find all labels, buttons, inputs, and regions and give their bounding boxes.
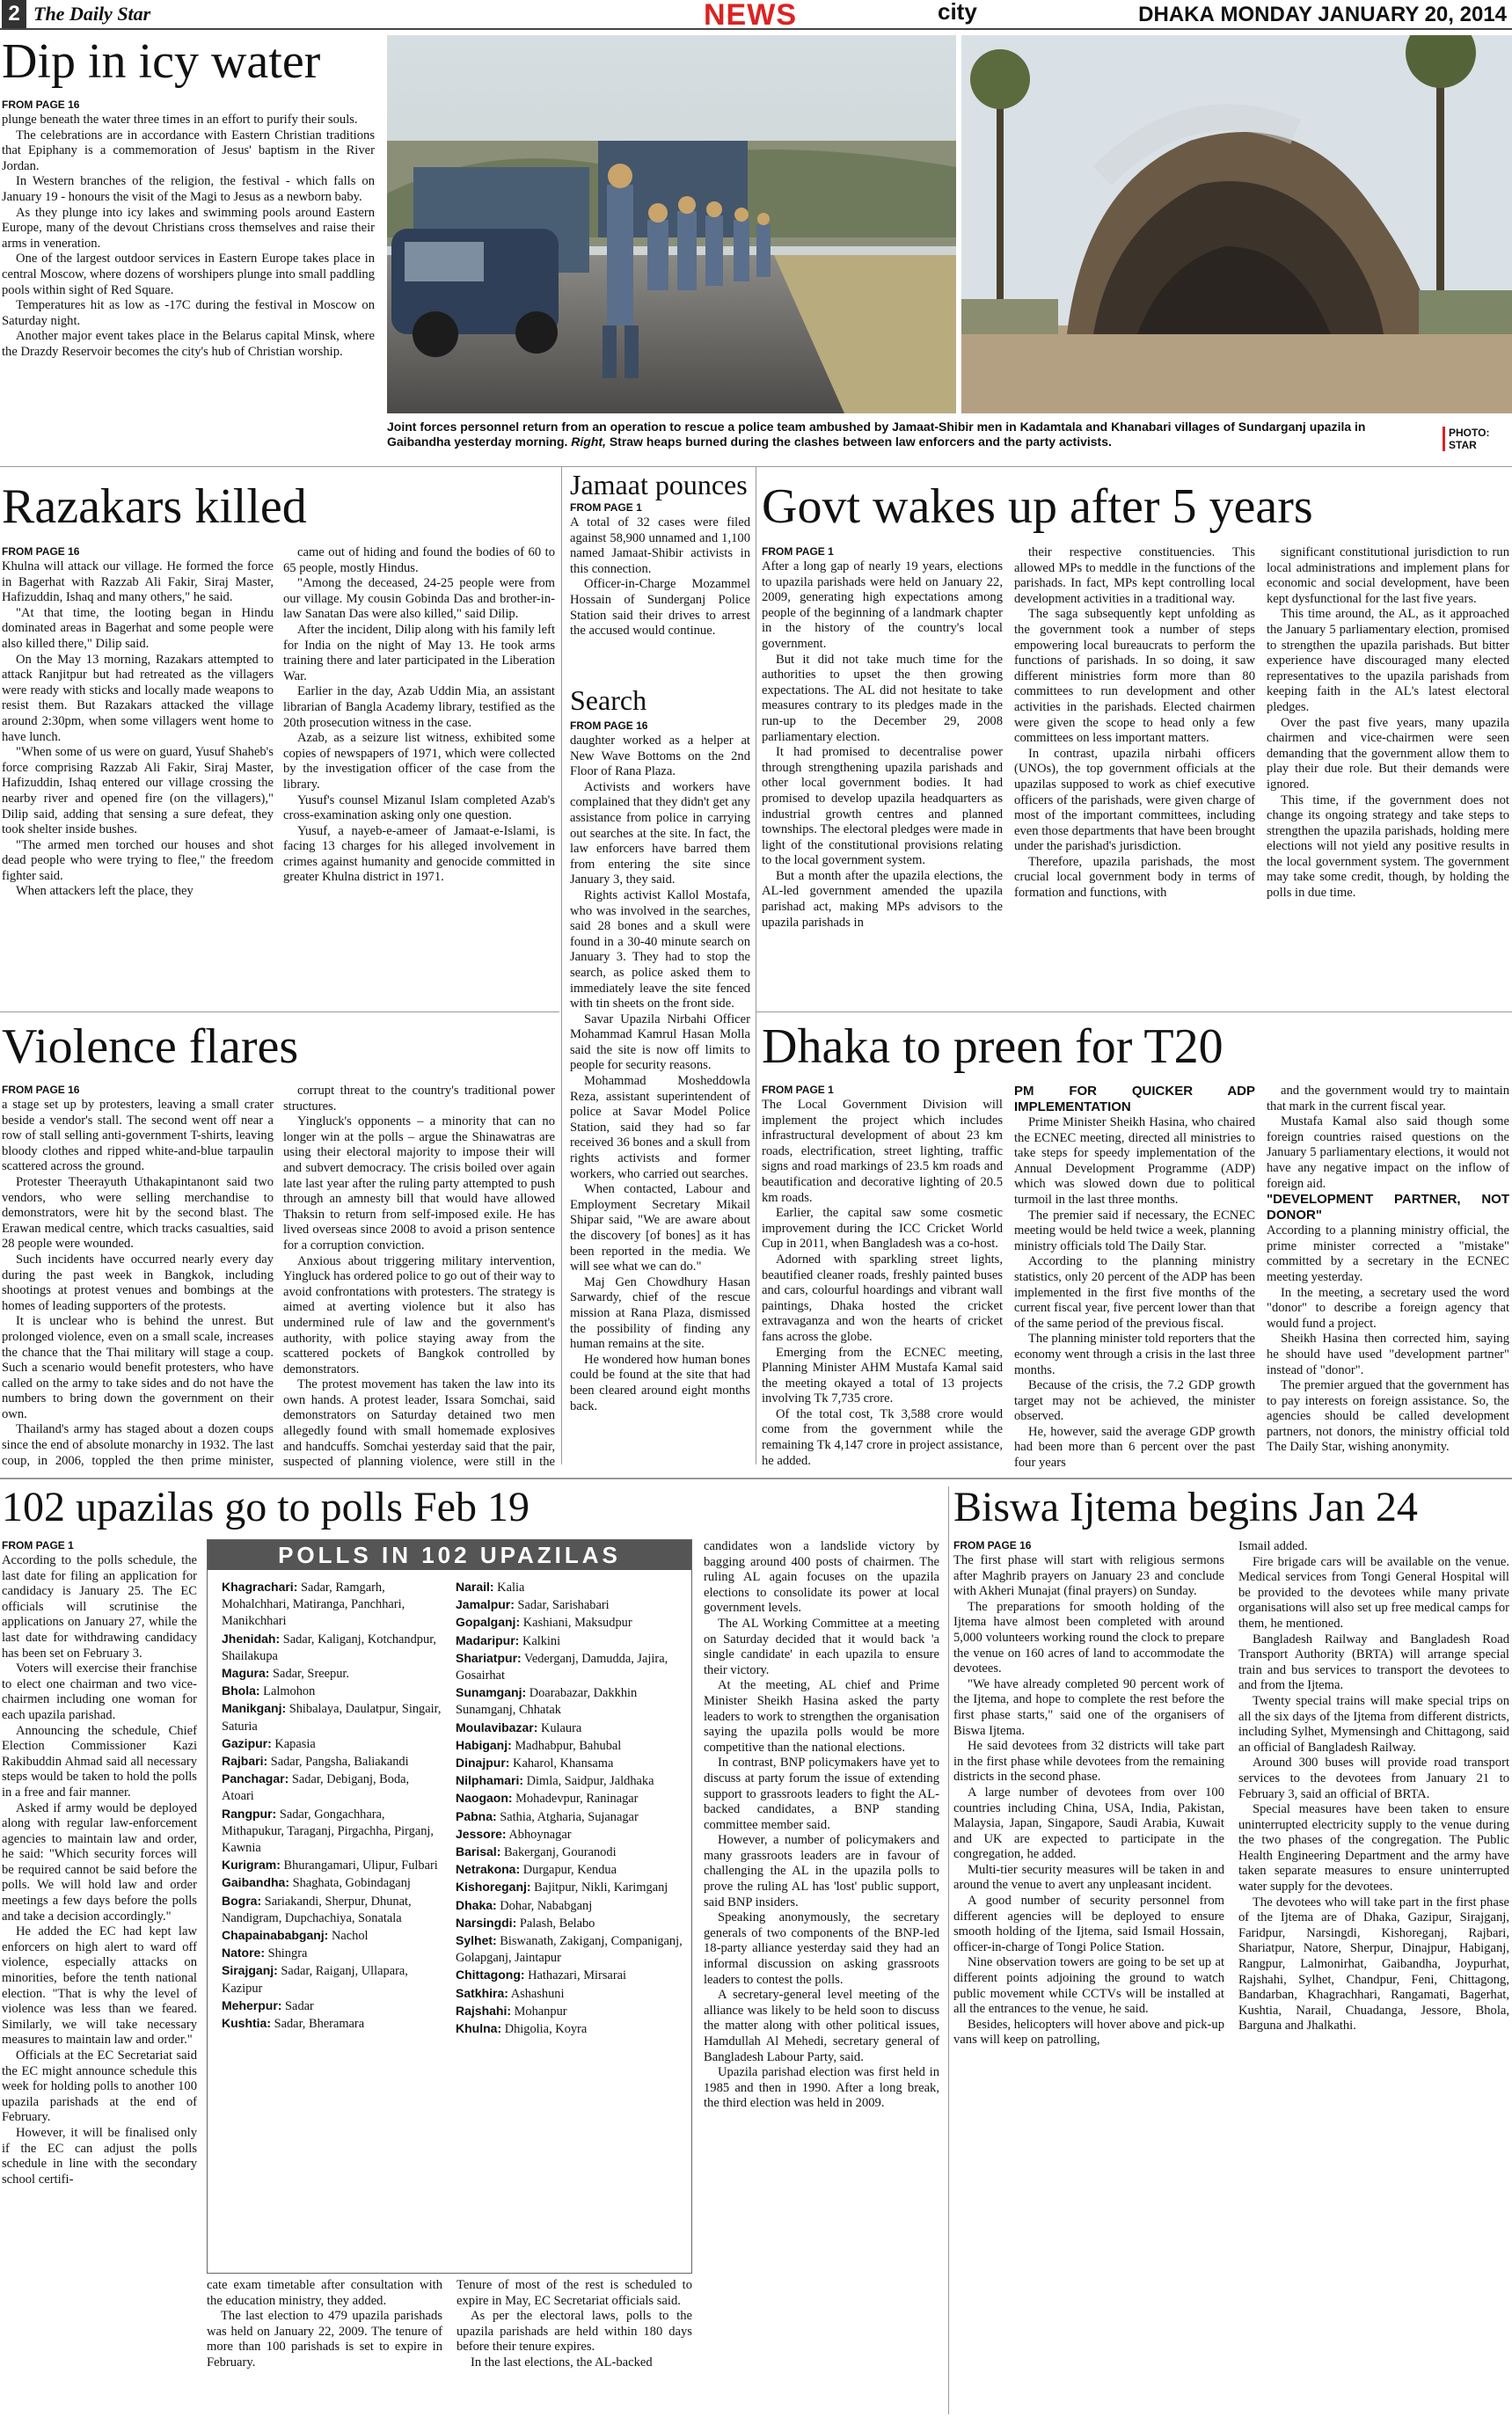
upazila-names: Hathazari, Mirsarai [524,1968,627,1983]
paragraph: and the government would try to maintain that mark in the current fiscal year. [1267,1084,1509,1114]
paragraph: Yusuf's counsel Mizanul Islam completed Azab's cross-examination asking only one question. [283,792,555,823]
paragraph: "Among the deceased, 24-25 people were from our village. My cousin Gobinda Das and brother-in-law Sanatan Das were also killed," said Dilip. [283,576,555,622]
photo-credit [1443,427,1489,451]
district-name: Kushtia: [222,2016,271,2031]
paragraph: According to the polls schedule, the last date for filing an application for candidacy is January 25. The EC officials will scrutinise the applications on January 27, while the last date for withdrawing candidacy has been set on February 3. [2,1553,197,1661]
district-name: Rajbari: [222,1754,268,1769]
article-polls-col4 [704,1539,939,2414]
from-page-label: FROM PAGE 16 [953,1539,1032,1552]
district-name: Gaibandha: [222,1875,290,1890]
district-name: Magura: [222,1666,270,1681]
district-name: Rangpur: [222,1806,277,1821]
paragraph: Fire brigade cars will be available on the venue. Medical services from Tongi General Hospital will be provided to the devotees while many private organisations will also set up free medical camps for them, he mentioned. [1238,1554,1509,1631]
district-name: Sylhet: [456,1933,497,1948]
upazila-names: Sadar, Pangsha, Baliakandi [267,1755,409,1770]
district-entry [456,1579,684,1596]
district-entry [222,1893,442,1927]
paragraph: "When some of us were on guard, Yusuf Shaheb's force comprising Razzab Ali Fakir, Siraj Master, Hafizuddin, Ishaq entered our village crossing the nearby river and opened fire (on the villagers)," Dilip said, adding that sensing a sure defeat, they took shelter inside bushes. [2,745,274,837]
from-page-label: FROM PAGE 1 [2,1539,74,1552]
upazila-names: Dimla, Saidpur, Jaldhaka [523,1774,654,1789]
page-number: 2 [2,0,26,28]
upazila-names: Kapasia [271,1736,316,1751]
district-name: Narsingdi: [456,1915,517,1930]
paragraph: Prime Minister Sheikh Hasina, who chaired the ECNEC meeting, directed all ministries to take steps for speedy implementation of the Annual Development Programme (ADP) which was slowed down due to political turmoil in the last three months. [1014,1115,1255,1207]
district-name: Kishoreganj: [456,1880,531,1895]
district-name: Dhaka: [456,1897,497,1912]
district-name: Manikganj: [222,1701,287,1716]
paragraph: The last election to 479 upazila parishads was held on January 22, 2009. The tenure of more than 100 parishads is set to expire in February. [207,2309,442,2370]
district-name: Khulna: [456,2021,502,2036]
upazila-names: Shibalaya, Daulatpur, Singair, Saturia [222,1702,442,1734]
article-govt-col1 [762,545,1003,989]
paragraph: In Western branches of the religion, the festival - which falls on January 19 - honours the visit of the Magi to Jesus as a newborn baby. [2,174,375,204]
paragraph: The saga subsequently kept unfolding as the government took a number of steps empowering local bureaucrats to perform the functions of parishads. In so doing, it saw different ministries form more than 80 committees to run development and other activities in the parishads. Elected chairmen were given the scope to head only a few committees on less important matters. [1014,607,1255,746]
paragraph: Anxious about triggering military intervention, Yingluck has ordered police to go out of their way to avoid confrontations with protesters. The strategy is aimed at averting violence but it also has undermined rule of law and the government's authority, with police staying away from the scattered pockets of Bangkok controlled by demonstrators. [283,1253,555,1376]
credit-source: STAR [1449,439,1477,451]
district-entry [456,1755,684,1772]
district-entry [456,1844,684,1861]
paragraph: Yingluck's opponents – a minority that can no longer win at the polls – argue the Shinawatras are using their electoral majority to impose their will and subvert democracy. The crisis boiled over again late last year after the ruling party attempted to push through an amnesty bill that would have allowed Thaksin to return from self-imposed exile. He has lived overseas since 2008 to avoid a prison sentence for a corruption conviction. [283,1114,555,1252]
article-violence-col1 [2,1084,274,1471]
upazila-names: Shaghata, Gobindaganj [289,1876,411,1891]
paragraph: He, however, said the average GDP growth had been more than 6 percent over the past four years [1014,1424,1255,1471]
district-entry [222,1753,442,1771]
paragraph: According to the planning ministry statistics, only 20 percent of the ADP has been implemented in the first five months of the current fiscal year, five percent lower than that of the same period of the previous fiscal. [1014,1254,1255,1331]
upazila-names: Kashiani, Maksudpur [520,1616,632,1631]
paragraph: Earlier, the capital saw some cosmetic improvement during the ICC Cricket World Cup in 2011, when Bangladesh was a co-host. [762,1206,1003,1252]
district-entry [456,1915,684,1932]
from-page-label: FROM PAGE 16 [570,719,648,732]
from-page-label: FROM PAGE 1 [762,1084,834,1096]
article-polls-col1 [2,1539,197,2414]
polls-box-right [456,1579,684,2038]
upazila-names: Sadar [281,1998,314,2013]
polls-box [207,1539,692,2274]
district-entry [456,1632,684,1650]
district-name: Rajshahi: [456,2003,512,2018]
district-entry [222,1683,442,1700]
upazila-names: Sadar, Debiganj, Boda, Atoari [222,1772,410,1804]
district-name: Habiganj: [456,1737,512,1752]
upazila-names: Sadar, Sarishabari [514,1598,610,1613]
district-name: Jessore: [456,1826,507,1841]
headline-dhaka: Dhaka to preen for T20 [762,1019,1223,1074]
paragraph: The preparations for smooth holding of the Ijtema have almost been completed with around 5,000 volunteers working round the clock to prepare the venue on 160 acres of land to accommodate the devotees. [953,1599,1224,1676]
district-entry [456,2003,684,2020]
paragraph: Asked if army would be deployed along with regular law-enforcement agencies to maintain law and order, he said: "Which security forces will be required cannot be said before the polls. We will hold law and order meetings a few days before the polls and take a decision accordingly." [2,1800,197,1924]
paragraph: Activists and workers have complained that they didn't get any assistance from police in carrying out searches at the site. In fact, the law enforcers have barred them from entering the site since January 3, they said. [570,779,750,887]
upazila-names: Bhurangamari, Ulipur, Fulbari [280,1858,438,1873]
district-entry [456,1650,684,1684]
article-dhaka-col2-body [1014,1115,1255,1471]
divider-govt [756,1011,1512,1012]
paragraph: "We have already completed 90 percent work of the Ijtema, and hope to complete the rest before the first phase starts," said one of the organisers of Biswa Ijtema. [953,1676,1224,1738]
district-name: Pabna: [456,1808,497,1823]
from-page-label: FROM PAGE 16 [2,1084,80,1096]
article-ijtema-col1 [953,1539,1224,2414]
upazila-names: Sadar, Raiganj, Ullapara, Kazipur [222,1964,408,1996]
caption-rest: Straw heaps burned during the clashes between law enforcers and the party activists. [605,434,1112,449]
district-entry [222,1665,442,1683]
paragraph: plunge beneath the water three times in an effort to purify their souls. [2,113,358,127]
photo-caption [387,420,1407,449]
paragraph: On the May 13 morning, Razakars attempted to attack Ranjitpur but had retreated as the villagers were ready with sticks and locally made weapons to resist them. But Razakars attacked the village around 2:30pm, when some villagers went home to have lunch. [2,652,274,744]
paragraph: As they plunge into icy lakes and swimming pools around Eastern Europe, many of the devout Christians cross themselves and raise their arms in veneration. [2,205,375,251]
paragraph: Besides, helicopters will hover above and pick-up vans will keep on patrolling, [953,2017,1224,2048]
paragraph: After a long gap of nearly 19 years, elections to upazila parishads were held on January 22, 2009, generating high expectations among people of the beginning of a landmark chapter in the history of the country's local government. [762,559,1003,651]
upazila-names: Bakerganj, Gouranodi [500,1845,617,1860]
district-entry [456,1596,684,1614]
upazila-names: Dhigolia, Koyra [501,2022,588,2037]
paragraph: Tenure of most of the rest is scheduled to expire in May, EC Secretariat officials said. [457,2278,692,2308]
paragraph: Nine observation towers are going to be set up at different points adjoining the ground to watch public movement while CCTVs will be installed at all the entrances to the venue, he said. [953,1955,1224,2017]
headline-dip: Dip in icy water [2,34,321,89]
upazila-names: Ashashuni [508,1986,565,2001]
paragraph: In contrast, BNP policymakers have yet to discuss at party forum the issue of extending support to grassroots leaders to fight the AL-backed candidates, a BNP standing committee member said. [704,1756,939,1832]
district-name: Netrakona: [456,1862,521,1877]
district-name: Gopalganj: [456,1615,521,1630]
paragraph: The celebrations are in accordance with Eastern Christian traditions that Epiphany is a commemoration of Jesus' baptism in the River Jordan. [2,128,375,173]
from-page-label: FROM PAGE 1 [762,545,834,558]
headline-jamaat: Jamaat pounces [570,469,748,500]
headline-ijtema: Biswa Ijtema begins Jan 24 [953,1484,1418,1530]
upazila-names: Mohanpur [511,2004,567,2019]
paragraph: The Local Government Division will implement the project which includes infrastructural development of about 23 km roads, electrification, street lighting, traffic signs and road markings of 23.5 km roads and beautification and decorative lighting of 20.5 km roads. [762,1098,1003,1205]
paragraph: their respective constituencies. This allowed MPs to meddle in the functions of the parishads. In fact, MPs kept controlling local development activities in a traditional way. [1014,545,1255,606]
upazila-names: Dohar, Nababganj [496,1898,593,1913]
district-entry [222,1700,442,1734]
paragraph: According to a planning ministry official, the prime minister corrected a "mistake" committed by a secretary in the ECNEC meeting yesterday. [1267,1223,1509,1284]
district-name: Gazipur: [222,1735,272,1750]
district-entry [456,1614,684,1632]
paragraph: After the incident, Dilip along with his family left for India on the night of May 13. He took arms training there and later participated in the Liberation War. [283,622,555,683]
paragraph: This time around, the AL, as it approached the January 5 parliamentary election, promised to strengthen the upazila parishads. But bitter experience have discouraged many elected representatives to the upazila parishads from keeping faith in the AL's latest electoral pledges. [1267,607,1509,714]
article-razakars-col1 [2,545,274,989]
paragraph: The premier said if necessary, the ECNEC meeting would be held twice a week, planning ministry officials told The Daily Star. [1014,1208,1255,1253]
district-entry [222,1857,442,1874]
article-polls-col2 [207,2278,442,2414]
district-name: Natore: [222,1946,266,1961]
polls-box-left [222,1579,442,2033]
district-entry [222,1771,442,1805]
polls-box-title: POLLS IN 102 UPAZILAS [208,1540,691,1570]
paragraph: Therefore, upazila parishads, the most crucial local government body in terms of formation and functions, with [1014,854,1255,901]
headline-polls: 102 upazilas go to polls Feb 19 [2,1484,530,1530]
paragraph: corrupt threat to the country's traditional power structures. [283,1084,555,1114]
paragraph: The planning minister told reporters that the economy went through a crisis in the last three months. [1014,1332,1255,1377]
upazila-names: Abhoynagar [506,1827,572,1842]
upazila-names: Doarabazar, Dakkhin Sunamganj, Chhatak [456,1686,638,1718]
district-name: Meherpur: [222,1997,282,2012]
paragraph: In the last elections, the AL-backed [471,2355,653,2370]
paragraph: Of the total cost, Tk 3,588 crore would come from the government while the remaining Tk 4,147 crore in project assistance, he added. [762,1406,1003,1468]
paragraph: But it did not take much time for the authorities to upset the then growing expectations. The AL did not hesitate to take measures contrary to its pledges made in the run-up to the December 29, 2008 parliamentary election. [762,652,1003,744]
upazila-names: Sadar, Kaliganj, Kotchandpur, Shailakupa [222,1632,437,1663]
paragraph: The devotees who will take part in the first phase of the Ijtema are of Dhaka, Gazipur, Sirajganj, Faridpur, Narsingdi, Kishoreganj, Rajbari, Shariatpur, Natore, Sherpur, Dinajpur, Habiganj, Rangpur, Lalmonirhat, Gaibandha, Joypurhat, Rajshahi, Sylhet, Chandpur, Feni, Chittagong, Bandarban, Khagrachhari, Rangamati, Bagerhat, Kushtia, Narail, Chuadanga, Jessore, Bhola, Barguna and Jhalkathi. [1238,1895,1509,2034]
paragraph: Yusuf, a nayeb-e-ameer of Jamaat-e-Islami, is facing 13 charges for his alleged involvement in crimes against humanity and genocide committed in greater Khulna district in 1971. [283,823,555,885]
paragraph: As per the electoral laws, polls to the upazila parishads are held within 180 days before their tenure expires. [457,2309,692,2355]
article-dhaka-col2 [1014,1084,1255,1471]
district-entry [456,1985,684,2003]
section-name: NEWS [704,0,797,32]
paragraph: Mohammad Mosheddowla Reza, assistant superintendent of police at Savar Model Police Station, said they had so far received 36 bones and a skull from rights activists and former workers, who carried out searches. [570,1074,750,1181]
district-entry [456,1897,684,1915]
upazila-names: Madhabpur, Bahubal [511,1738,622,1753]
district-entry [222,1874,442,1892]
district-name: Kurigram: [222,1858,281,1873]
straw-image [961,35,1512,413]
upazila-names: Kulaura [537,1720,582,1735]
upazila-names: Sathia, Atgharia, Sujanagar [496,1809,639,1824]
photo-straw [961,35,1512,413]
district-entry [222,1927,442,1945]
divider-bottom [0,1478,1512,1479]
paragraph: Multi-tier security measures will be taken in and around the venue to avert any unpleasant incident. [953,1862,1224,1893]
paragraph: Mustafa Kamal also said though some foreign countries raised questions on the January 5 parliamentary elections, it would not have any negative impact on the inflow of foreign aid. [1267,1114,1509,1191]
district-name: Shariatpur: [456,1650,522,1665]
upazila-names: Durgapur, Kendua [520,1863,617,1878]
upazila-names: Mohadevpur, Raninagar [512,1792,639,1807]
paragraph: Savar Upazila Nirbahi Officer Mohammad Kamrul Hasan Molla said the site is now off limits to people for security reasons. [570,1011,750,1073]
paragraph: Over the past five years, many upazila chairmen and vice-chairmen were seen demanding that the government allow them to play their due role. But their demands were ignored. [1267,715,1509,792]
paragraph: This time, if the government does not change its ongoing strategy and take steps to strengthen the upazila parishads, holding mere elections will not yield any positive results in the local government system. The government may take some credit, though, by holding the polls in due time. [1267,792,1509,901]
paragraph: Adorned with sparkling street lights, beautified cleaner roads, freshly painted buses and cars, colourful hoardings and vibrant wall paintings, Dhaka hosted the cricket extravaganza and won the hearts of cricket fans across the globe. [762,1252,1003,1344]
upazila-names: Palash, Belabo [516,1916,595,1931]
district-entry [456,1808,684,1826]
upazila-names: Sadar, Bheramara [271,2017,365,2032]
district-name: Chapainababganj: [222,1928,329,1943]
district-name: Narail: [456,1580,494,1594]
paragraph: Earlier in the day, Azab Uddin Mia, an assistant librarian of Bangla Academy library, testified as the 20th prosecution witness in the case. [283,684,555,730]
paragraph: Officer-in-Charge Mozammel Hossain of Sunderganj Police Station said their drives to arrest the accused would continue. [570,577,750,639]
district-entry [456,1861,684,1879]
district-entry [222,1631,442,1665]
subhead-donor: "DEVELOPMENT PARTNER, NOT DONOR" [1267,1192,1509,1223]
divider-vertical-left [561,466,562,1464]
headline-razakars: Razakars killed [2,479,307,534]
article-ijtema-col2 [1238,1539,1509,2414]
paragraph: A large number of devotees from over 100 countries including China, USA, India, Pakistan, Malaysia, Japan, Singapore, Saudi Arabia, Kuwait and UK are expected to participate in the congregation, he added. [953,1785,1224,1862]
paragraph: Rights activist Kallol Mostafa, who was involved in the searches, said 28 bones and a skull were found in a 30-40 minute search on January 3. They had to stop the search, as police asked them to immediately leave the site fenced with tin sheets on the front side. [570,887,750,1011]
article-dhaka-col3b-body [1267,1223,1509,1456]
paragraph: Sheikh Hasina then corrected him, saying he should have used "development partner" instead of "donor". [1267,1332,1509,1377]
paragraph: One of the largest outdoor services in Eastern Europe takes place in central Moscow, where dozens of worshipers plunge into small paddling pools within sight of Red Square. [2,252,375,297]
upazila-names: Sadar, Ramgarh, Mohalchhari, Matiranga, Panchhari, Manikchhari [222,1581,405,1629]
article-search [570,719,750,1471]
district-name: Chittagong: [456,1968,525,1983]
article-polls-col3 [457,2278,692,2414]
upazila-names: Shingra [265,1946,308,1961]
paragraph: A secretary-general level meeting of the alliance was likely to be held soon to discuss the matter along with other political issues, Hamdullah Al Mehedi, secretary general of Bangladesh Labour Party, said. [704,1988,939,2064]
paragraph: Because of the crisis, the 7.2 GDP growth target may not be achieved, the minister observed. [1014,1378,1255,1424]
district-entry [456,1826,684,1844]
paragraph: The AL Working Committee at a meeting on Saturday decided that it would back 'a single candidate' in each upazila to ensure their victory. [704,1616,939,1677]
district-name: Sirajganj: [222,1963,278,1978]
paragraph: Emerging from the ECNEC meeting, Planning Minister AHM Mustafa Kamal said the meeting okayed a total of 13 projects involving Tk 7,735 crore. [762,1345,1003,1406]
upazila-names: Vederganj, Damudda, Jajira, Gosairhat [456,1651,668,1683]
article-dhaka-col3a-body [1267,1084,1509,1192]
paragraph: Protester Theerayuth Uthakapintanont said two vendors, who were selling merchandise to demonstrators, were hit by the second blast. The Erawan medical centre, which tracks casualties, said 28 people were wounded. [2,1174,274,1252]
article-violence-col2 [283,1084,555,1471]
district-name: Satkhira: [456,1985,508,2000]
from-page-label: FROM PAGE 16 [2,545,80,558]
district-name: Madaripur: [456,1632,520,1647]
paragraph: "At that time, the looting began in Hindu dominated areas in Bagerhat and some people were also killed there," Dilip said. [2,605,274,651]
article-razakars-col2 [283,545,555,989]
upazila-names: Sadar, Gongachhara, Mithapukur, Taraganj, Pirgachha, Pirganj, Kawnia [222,1807,435,1856]
paragraph: A total of 32 cases were filed against 58,900 unnamed and 1,100 named Jamaat-Shibir activists in this connection. [570,515,750,576]
paragraph: Khulna will attack our village. He formed the force in Bagerhat with Razzab Ali Fakir, Siraj Master, Hafizuddin, Ishaq and many others," he said. [2,559,274,605]
district-entry [222,1735,442,1753]
paragraph: However, a number of policymakers and many grassroots leaders are in favour of challenging the AL in the upazila polls to prove the ruling AL has 'lost' public support, said BNP insiders. [704,1833,939,1910]
district-name: Jhenidah: [222,1631,281,1646]
paragraph: came out of hiding and found the bodies of 60 to 65 people, mostly Hindus. [283,545,555,575]
paragraph: He added the EC had kept law enforcers on high alert to ward off violence, especially attacks on minorities, before the tenth national election. "That is why the level of violence was less than we feared. Similarly, we will take necessary measures to maintain law and order." [2,1924,197,2048]
upazila-names: Nachol [328,1929,369,1944]
paragraph: Thailand's army has staged about a dozen coups since the end of absolute monarchy in 1932. The last coup, in 2006, toppled the then prime minister, [2,1422,274,1468]
upazila-names: Biswanath, Zakiganj, Companiganj, Golapganj, Jaintapur [456,1934,683,1966]
district-entry [222,1579,442,1631]
district-name: Khagrachari: [222,1580,298,1594]
paragraph: significant constitutional jurisdiction to run local administrations and implement plans for economic and social development, have been kept dysfunctional for the last five years. [1267,545,1509,606]
district-entry [456,1790,684,1807]
district-entry [222,1962,442,1997]
subhead-adp: PM FOR QUICKER ADP IMPLEMENTATION [1014,1084,1255,1114]
paragraph: At the meeting, AL chief and Prime Minister Sheikh Hasina asked the party leaders to work to strengthen the organisation saying the upazila polls would be more competitive than the national elections. [704,1678,939,1755]
paragraph: Azab, as a seizure list witness, exhibited some copies of newspapers of 1971, which were collected by the investigation officer of the case from the library. [283,731,555,792]
credit-label: PHOTO: [1449,427,1490,439]
paragraph: daughter worked as a helper at New Wave Bottoms on the 2nd Floor of Rana Plaza. [570,734,750,779]
district-entry [222,1806,442,1858]
headline-search: Search [570,684,647,716]
district-name: Bhola: [222,1683,260,1698]
paragraph: Temperatures hit as low as -17C during the festival in Moscow on Saturday night. [2,298,375,328]
paragraph: When contacted, Labour and Employment Secretary Mikail Shipar said, "We are aware about the discovery [of bones] as it has been reported in the media. We will see what we can do." [570,1182,750,1274]
district-entry [456,1932,684,1967]
paragraph: In the meeting, a secretary used the word "donor" to describe a foreign agency that would fund a project. [1267,1285,1509,1331]
district-entry [456,1737,684,1755]
upazila-names: Kalia [493,1581,525,1595]
paragraph: When attackers left the place, they [16,884,194,899]
divider-vertical-bottom [948,1486,949,2414]
paragraph: cate exam timetable after consultation with the education ministry, they added. [207,2278,442,2308]
article-govt-col3 [1267,545,1509,989]
paper-name: The Daily Star [33,3,151,25]
paragraph: In contrast, upazila nirbahi officers (UNOs), the top government officials at the upazilas supposed to work as chief executive officers of the parishads, were given charge of most of the important committees, including even those departments that have been brought under the parishad's jurisdiction. [1014,746,1255,854]
district-name: Moulavibazar: [456,1720,538,1734]
date-place: DHAKA [1138,3,1215,26]
upazila-names: Kalkini [519,1633,561,1648]
paragraph: Ismail added. [1238,1539,1308,1553]
district-name: Nilphamari: [456,1773,524,1788]
upazila-names: Sadar, Sreepur. [269,1667,349,1682]
section-city: city [938,0,977,25]
district-name: Panchagar: [222,1771,289,1786]
article-dip [2,99,375,459]
district-name: Bogra: [222,1893,262,1908]
paragraph: Maj Gen Chowdhury Hasan Sarwardy, chief of the rescue mission at Rana Plaza, dismissed the possibility of finding any human remains at the site. [570,1274,750,1352]
caption-main: Joint forces personnel return from an operation to rescue a police team ambushed by Jamaat-Shibir men in Kadamtala and Khanabari villages of Sundarganj upazila in Gaibandha yesterday morning. [387,420,1366,449]
district-name: Naogaon: [456,1791,513,1806]
date-line [1138,0,1507,30]
upazila-names: Lalmohon [259,1684,316,1699]
troops-image [387,35,956,413]
article-govt-col2 [1014,545,1255,989]
paragraph: candidates won a landslide victory by bagging around 400 posts of chairmen. The ruling AL again focuses on the upazila elections to consolidate its power at local government levels. [704,1539,939,1616]
date-text: MONDAY JANUARY 20, 2014 [1220,3,1507,26]
upazila-names: Sariakandi, Sherpur, Dhunat, Nandigram, Dupchachiya, Sonatala [222,1894,412,1925]
article-jamaat [570,501,750,677]
district-entry [456,1772,684,1790]
article-dhaka-col1 [762,1084,1003,1471]
paragraph: He said devotees from 32 districts will take part in the first phase while devotees from the remaining districts in the second phase. [953,1739,1224,1785]
paragraph: A good number of security personnel from different agencies will be deployed to ensure smooth holding of the Ijtema, said Ismail Hossain, officer-in-charge of Tongi Police Station. [953,1894,1224,1954]
paragraph: Voters will exercise their franchise to elect one chairman and two vice-chairmen including one woman for each upazila parishad. [2,1661,197,1722]
paragraph: Upazila parishad election was first held in 1985 and then in 1990. After a long break, the third election was held in 2009. [704,2065,939,2111]
district-entry [456,1720,684,1737]
paragraph: Twenty special trains will make special trips on all the six days of the Ijtema from different districts, including Sylhet, Mymensingh and Chittagong, said an official of Bangladesh Railway. [1238,1693,1509,1755]
headline-violence: Violence flares [2,1019,299,1074]
paragraph: But a month after the upazila elections, the AL-led government amended the upazila parishad act, making MPs advisors to the upazila parishads in [762,868,1003,930]
headline-govt: Govt wakes up after 5 years [762,479,1313,534]
caption-right: Right, [571,434,606,449]
paragraph: Around 300 buses will provide road transport services to the devotees from January 21 to February 3, said an official of BRTA. [1238,1756,1509,1801]
paragraph: The premier argued that the government has to pay interests on foreign assistance. So, the agencies should be called development partners, not donors, the ministry official told The Daily Star, wishing anonymity. [1267,1378,1509,1455]
photo-troops [387,35,956,413]
from-page-label: FROM PAGE 16 [2,99,80,111]
divider-razakars [0,1011,559,1012]
district-entry [456,1684,684,1719]
paragraph: Officials at the EC Secretariat said the EC might announce schedule this week for holding polls to another 100 upazila parishads at the end of February. [2,2048,197,2125]
paragraph: Such incidents have occurred nearly every day during the past week in Bangkok, including shootings at protest venues and bombings at the homes of leading supporters of the protests. [2,1252,274,1313]
paragraph: The first phase will start with religious sermons after Maghrib prayers on January 23 and conclude with Akheri Munajat (final prayers) on Sunday. [953,1553,1224,1599]
district-entry [456,1967,684,1984]
paragraph: Another major event takes place in the Belarus capital Minsk, where the Drazdy Reservoir becomes the city's hub of Christian worship. [2,329,375,359]
district-name: Barisal: [456,1844,501,1859]
paragraph: Announcing the schedule, Chief Election Commissioner Kazi Rakibuddin Ahmad said all necessary steps would be taken to hold the polls in a free and fair manner. [2,1723,197,1800]
paragraph: "The armed men torched our houses and shot dead people who were trying to flee," the freedom fighter said. [2,837,274,883]
district-entry [456,1879,684,1896]
paragraph: a stage set up by protesters, leaving a small crater beside a vendor's stall. The second went off near a row of stall selling anti-government T-shirts, leaving bloody clothes and ripped white-and-blue tarpaulin scattered across the ground. [2,1098,274,1174]
district-entry [222,1945,442,1962]
paragraph: The protest movement has taken the law into its own hands. A protest leader, Issara Somchai, said demonstrators on Saturday detained two men allegedly found with small homemade explosives and handcuffs. Somchai yesterday said that the pair, suspected of planning violence, were still in the [283,1377,555,1470]
district-entry [222,2015,442,2033]
paragraph: However, it will be finalised only if the EC can adjust the polls schedule in line with the secondary school certifi- [2,2125,197,2187]
upazila-names: Bajitpur, Nikli, Karimganj [530,1880,668,1895]
paragraph: It had promised to decentralise power through strengthening upazila parishads and other local government bodies. It had promised to develop upazila headquarters as industrial growth centres and planned townships. The electoral pledges were made in light of the constitutional provisions relating to the local government system. [762,745,1003,868]
district-name: Dinajpur: [456,1756,510,1771]
paragraph: Special measures have been taken to ensure uninterrupted electricity supply to the venue during the two phases of the congregation. The Public Health Engineering Department and the army have taken separate measures to ensure uninterrupted water supply for the devotees. [1238,1802,1509,1895]
paragraph: It is unclear who is behind the unrest. But prolonged violence, even on a small scale, increases the chance that the Thai military will stage a coup. Such a scenario would benefit protesters, who have called on the army to take sides and do not have the numbers to bring down the government on their own. [2,1314,274,1421]
district-entry [456,2020,684,2038]
district-name: Sunamganj: [456,1685,527,1700]
article-dhaka-col3 [1267,1084,1509,1471]
district-name: Jamalpur: [456,1597,515,1612]
paragraph: Bangladesh Railway and Bangladesh Road Transport Authority (BRTA) will arrange special train and bus services to transport the devotees to and from the Ijtema. [1238,1632,1509,1693]
district-entry [222,1997,442,2015]
paragraph: Speaking anonymously, the secretary generals of two components of the BNP-led 18-party alliance yesterday said they had an informal discussion on asking grassroots leaders to contest the polls. [704,1910,939,1987]
upazila-names: Kaharol, Khansama [509,1756,614,1771]
paragraph: He wondered how human bones could be found at the site that had been cleared around eight months back. [570,1352,750,1413]
from-page-label: FROM PAGE 1 [570,501,642,514]
